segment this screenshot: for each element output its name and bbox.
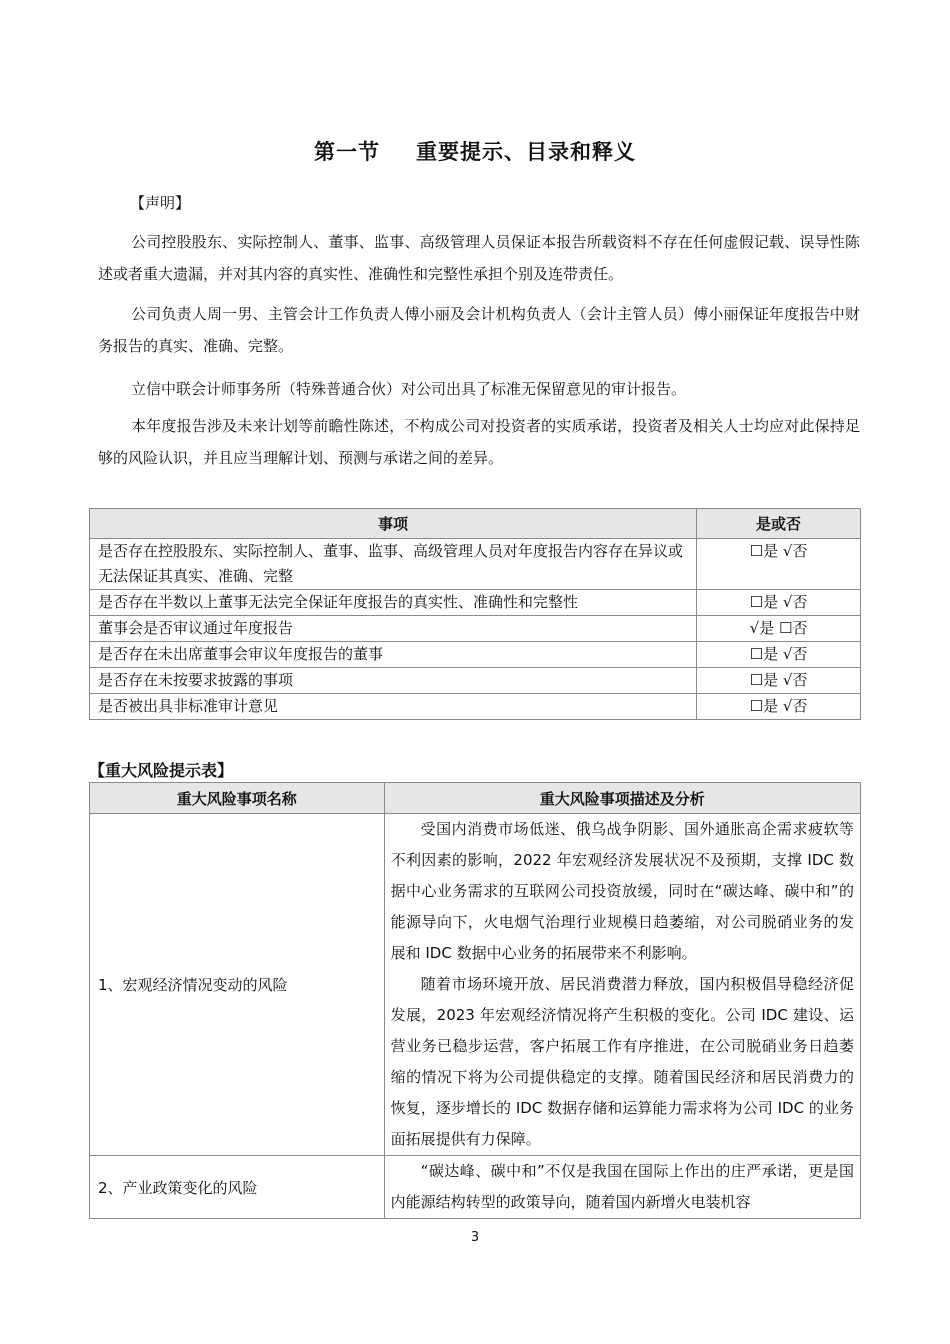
matter-item: 是否存在未按要求披露的事项 (90, 668, 697, 694)
table-row (90, 694, 861, 720)
declaration-paragraph-4: 本年度报告涉及未来计划等前瞻性陈述，不构成公司对投资者的实质承诺，投资者及相关人士均应对此保持足够的风险认识，并且应当理解计划、预测与承诺之间的差异。 (98, 417, 860, 467)
risk-name: 2、产业政策变化的风险 (90, 1156, 385, 1219)
risk-desc-paragraph: 受国内消费市场低迷、俄乌战争阴影、国外通胀高企需求疲软等不利因素的影响，2022 年宏观经济发展状况不及预期，支撑 IDC 数据中心业务需求的互联网公司投资放缓，同时在“碳达峰、碳中和”的能源导向下，火电烟气治理行业规模日趋萎缩，对公司脱硝业务的发展和 IDC 数据中心业务的拓展带来不利影响。 (390, 820, 854, 962)
risk-table-header (90, 783, 861, 814)
matter-item: 是否存在半数以上董事无法完全保证年度报告的真实性、准确性和完整性 (90, 590, 697, 616)
risk-description (384, 814, 860, 1156)
risk-description (384, 1156, 860, 1219)
matter-answer: ☐是 √否 (697, 694, 861, 720)
risk-name: 1、宏观经济情况变动的风险 (90, 814, 385, 1156)
matter-answer: ☐是 √否 (697, 590, 861, 616)
table-row (90, 616, 861, 642)
page-number: 3 (470, 1230, 480, 1245)
table-row (90, 814, 861, 1156)
matter-answer: ☐是 √否 (697, 642, 861, 668)
matter-answer: √是 ☐否 (697, 616, 861, 642)
declaration-paragraph-2: 公司负责人周一男、主管会计工作负责人傅小丽及会计机构负责人（会计主管人员）傅小丽保证年度报告中财务报告的真实、准确、完整。 (98, 305, 860, 355)
declaration-paragraph-1: 公司控股股东、实际控制人、董事、监事、高级管理人员保证本报告所载资料不存在任何虚假记载、误导性陈述或者重大遗漏，并对其内容的真实性、准确性和完整性承担个别及连带责任。 (98, 233, 860, 283)
matter-answer: ☐是 √否 (697, 668, 861, 694)
matter-item: 董事会是否审议通过年度报告 (90, 616, 697, 642)
risk-table (89, 782, 861, 1219)
table-row (90, 642, 861, 668)
risk-desc-paragraph: 随着市场环境开放、居民消费潜力释放，国内积极倡导稳经济促发展，2023 年宏观经济情况将产生积极的变化。公司 IDC 建设、运营业务已稳步运营，客户拓展工作有序推进，在公司脱硝业务日趋萎缩的情况下将为公司提供稳定的支撑。随着国民经济和居民消费力的恢复，逐步增长的 IDC 数据存储和运算能力需求将为公司 IDC 的业务面拓展提供有力保障。 (390, 975, 854, 1148)
section-title (0, 136, 950, 166)
declaration-paragraph-3: 立信中联会计师事务所（特殊普通合伙）对公司出具了标准无保留意见的审计报告。 (131, 380, 687, 398)
table-row (90, 1156, 861, 1219)
risk-header-name: 重大风险事项名称 (90, 783, 385, 814)
matter-answer: ☐是 √否 (697, 539, 861, 590)
risk-table-heading: 【重大风险提示表】 (89, 761, 234, 780)
section-title-text: 重要提示、目录和释义 (416, 140, 636, 164)
risk-desc-paragraph: “碳达峰、碳中和”不仅是我国在国际上作出的庄严承诺，更是国内能源结构转型的政策导向，随着国内新增火电装机容 (390, 1162, 854, 1211)
matters-header-item: 事项 (90, 509, 697, 539)
risk-header-desc: 重大风险事项描述及分析 (384, 783, 860, 814)
table-row (90, 590, 861, 616)
matters-table-header (90, 509, 861, 539)
table-row (90, 539, 861, 590)
declaration-heading: 【声明】 (130, 194, 191, 212)
table-row (90, 668, 861, 694)
matter-item: 是否存在控股股东、实际控制人、董事、监事、高级管理人员对年度报告内容存在异议或无法保证其真实、准确、完整 (90, 539, 697, 590)
matter-item: 是否存在未出席董事会审议年度报告的董事 (90, 642, 697, 668)
matter-item: 是否被出具非标准审计意见 (90, 694, 697, 720)
matters-header-answer: 是或否 (697, 509, 861, 539)
matters-table (89, 508, 861, 720)
section-title-number: 第一节 (314, 140, 380, 164)
